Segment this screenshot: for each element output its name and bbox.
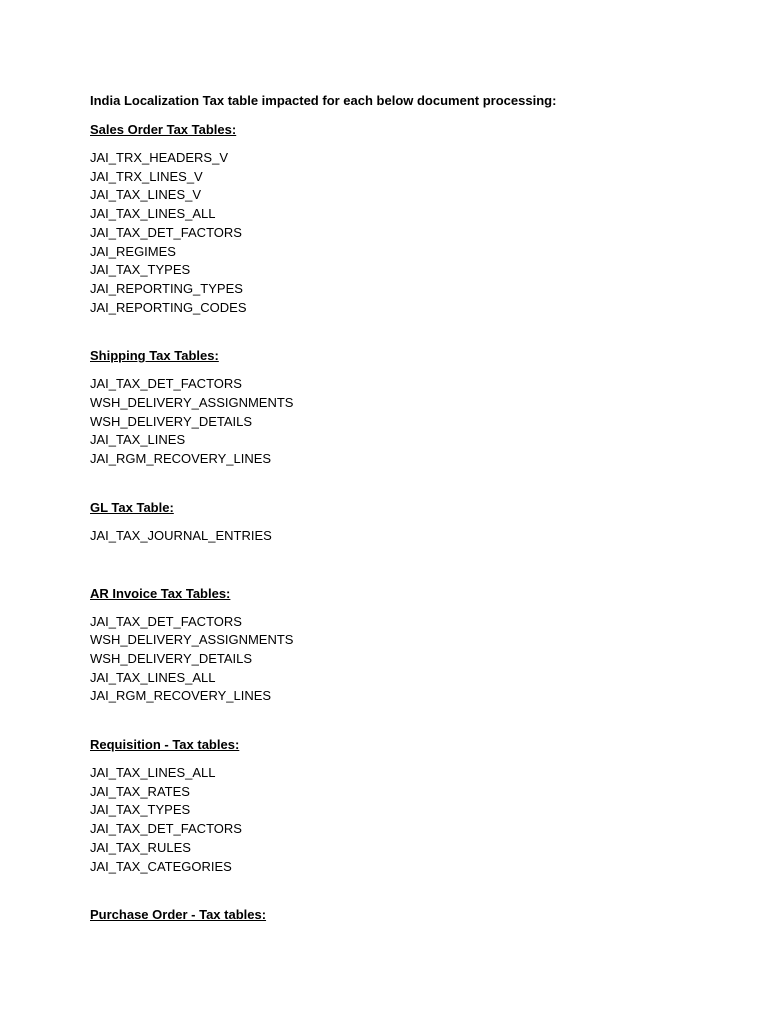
document-title: India Localization Tax table impacted for each below document processing: (90, 93, 557, 108)
table-name-item: JAI_TAX_RATES (90, 783, 190, 799)
table-name-item: JAI_TRX_LINES_V (90, 168, 203, 184)
table-name-item: WSH_DELIVERY_ASSIGNMENTS (90, 395, 294, 411)
section-heading: Requisition - Tax tables: (90, 737, 240, 753)
table-name-item: JAI_TAX_DET_FACTORS (90, 224, 242, 240)
document-body (90, 91, 730, 934)
table-name-item: JAI_TAX_LINES (90, 432, 186, 448)
table-list (90, 527, 730, 546)
table-name-item: JAI_TAX_DET_FACTORS (90, 613, 242, 629)
table-name-item: WSH_DELIVERY_ASSIGNMENTS (90, 632, 294, 648)
table-name-item: JAI_REGIMES (90, 243, 176, 259)
table-name-item: JAI_TAX_RULES (90, 839, 191, 855)
table-name-item: JAI_TAX_TYPES (90, 802, 191, 818)
section-heading: AR Invoice Tax Tables: (90, 585, 231, 601)
table-name-item: JAI_TRX_HEADERS_V (90, 150, 228, 165)
table-name-item: JAI_TAX_CATEGORIES (90, 858, 232, 874)
section (90, 905, 730, 924)
section (90, 498, 730, 546)
table-name-item: JAI_TAX_LINES_ALL (90, 206, 216, 222)
table-name-item: JAI_TAX_TYPES (90, 262, 191, 278)
table-name-item: JAI_RGM_RECOVERY_LINES (90, 451, 272, 467)
table-name-item: JAI_TAX_LINES_ALL (90, 765, 216, 781)
table-name-item: WSH_DELIVERY_DETAILS (90, 650, 253, 666)
table-name-item: JAI_TAX_DET_FACTORS (90, 821, 242, 837)
table-list (90, 375, 730, 469)
table-name-item: JAI_TAX_LINES_V (90, 187, 202, 203)
section-heading: Shipping Tax Tables: (90, 348, 219, 364)
sections-container (90, 120, 730, 924)
section-heading: Sales Order Tax Tables: (90, 122, 237, 137)
section (90, 346, 730, 469)
table-name-item: WSH_DELIVERY_DETAILS (90, 413, 253, 429)
section (90, 584, 730, 707)
table-name-item: JAI_TAX_JOURNAL_ENTRIES (90, 527, 272, 543)
table-name-item: JAI_TAX_DET_FACTORS (90, 376, 242, 392)
table-name-item: JAI_TAX_LINES_ALL (90, 669, 216, 685)
table-list (90, 149, 730, 317)
section-heading: GL Tax Table: (90, 499, 174, 515)
section-heading: Purchase Order - Tax tables: (90, 907, 267, 923)
table-name-item: JAI_REPORTING_CODES (90, 299, 247, 315)
table-list (90, 764, 730, 876)
section (90, 735, 730, 876)
section (90, 120, 730, 317)
table-list (90, 613, 730, 707)
table-name-item: JAI_RGM_RECOVERY_LINES (90, 688, 272, 704)
table-name-item: JAI_REPORTING_TYPES (90, 280, 243, 296)
